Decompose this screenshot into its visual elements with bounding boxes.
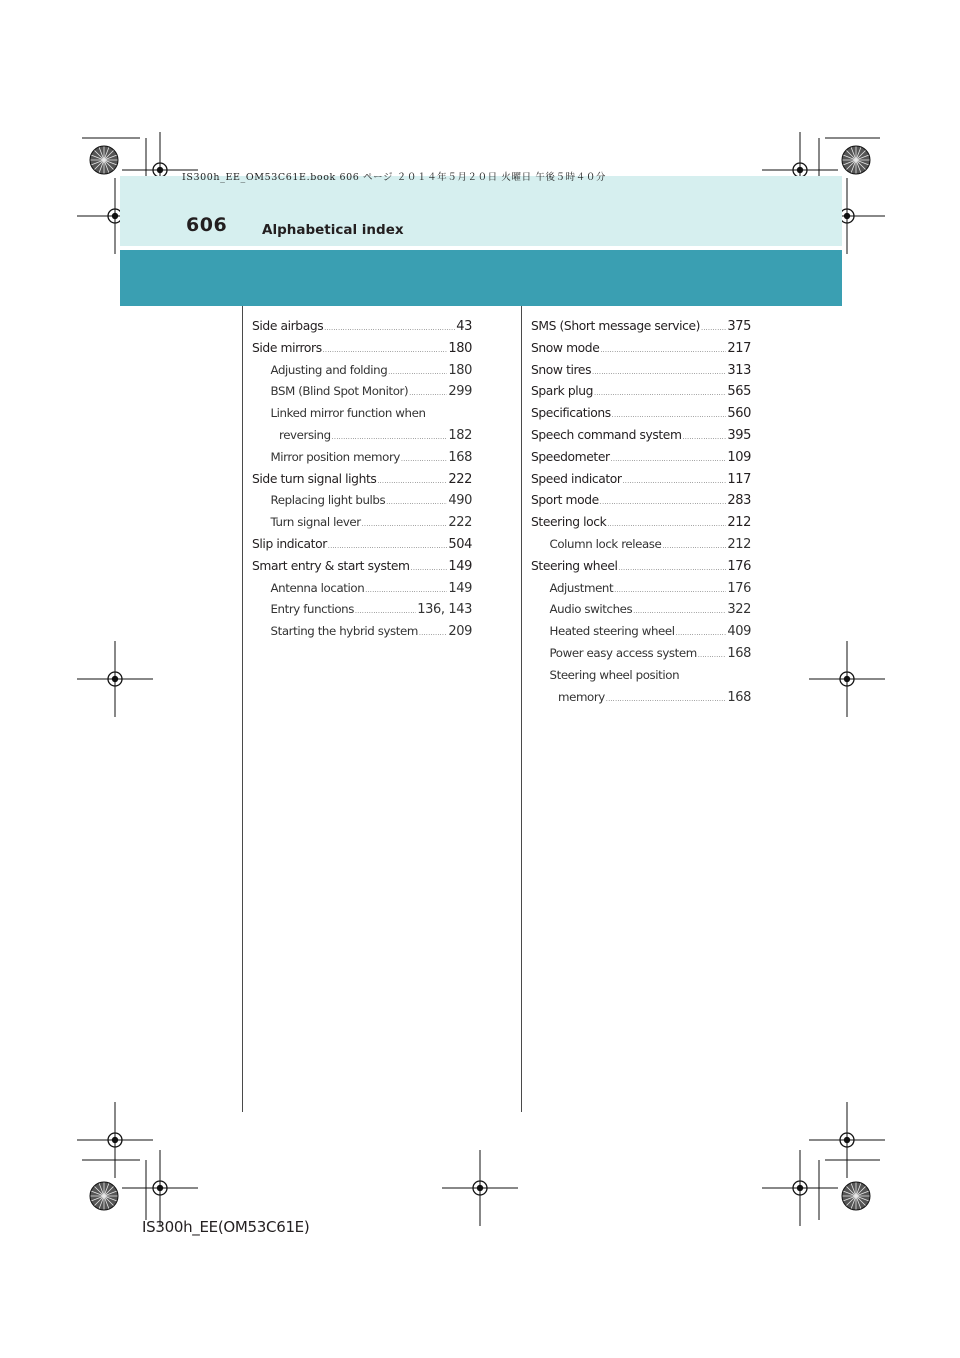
header-color-band (120, 250, 842, 306)
index-entry-label: SMS (Short message service) (531, 319, 701, 333)
index-entry-label: Adjusting and folding (270, 362, 388, 377)
index-column-left (252, 316, 472, 643)
index-entry (252, 512, 472, 534)
dot-leader (365, 580, 447, 602)
index-entry (252, 469, 472, 491)
dot-leader (701, 318, 726, 340)
index-entry (252, 425, 472, 447)
index-entry-page: 322 (727, 602, 751, 618)
dot-leader (619, 558, 727, 580)
index-entry (252, 316, 472, 338)
index-entry-label: reversing (279, 427, 331, 442)
index-entry-label: Slip indicator (252, 536, 327, 551)
dot-leader (606, 689, 726, 711)
index-entry-label: Speed indicator (531, 471, 622, 486)
index-column-right (531, 316, 751, 708)
dot-leader (607, 514, 726, 536)
dot-leader (324, 318, 455, 340)
index-entry-label: Replacing light bulbs (270, 493, 386, 508)
index-entry-label: Snow mode (531, 340, 600, 355)
index-entry-page: 182 (448, 427, 472, 443)
index-entry-page: 212 (727, 536, 751, 552)
index-entry-label: Heated steering wheel (549, 624, 675, 639)
index-entry-page: 560 (727, 406, 751, 422)
index-entry-page: 149 (448, 580, 472, 596)
index-entry (531, 316, 751, 338)
index-entry-page: 504 (448, 536, 472, 552)
index-entry (531, 338, 751, 360)
dot-leader (411, 558, 448, 580)
print-stamp: IS300h_EE_OM53C61E.book 606 ページ ２０１４年５月２０日 火曜日 午後５時４０分 (182, 172, 607, 183)
dot-leader (676, 623, 727, 645)
index-entry-page: 212 (727, 515, 751, 531)
index-entry (531, 687, 751, 709)
index-entry-page: 490 (448, 493, 472, 509)
index-entry-page: 375 (727, 319, 751, 334)
dot-leader (600, 340, 726, 362)
index-entry (531, 665, 751, 687)
index-entry (531, 534, 751, 556)
dot-leader (388, 362, 447, 384)
index-entry-page: 168 (727, 689, 751, 705)
index-entry-label: Linked mirror function when (270, 406, 426, 421)
dot-leader (623, 471, 727, 493)
index-entry (531, 621, 751, 643)
index-entry-page: 217 (727, 340, 751, 356)
index-entry-page: 283 (727, 493, 751, 509)
model-code-footer: IS300h_EE(OM53C61E) (142, 1218, 310, 1236)
index-entry-label: Side mirrors (252, 340, 322, 355)
dot-leader (355, 601, 416, 623)
index-entry-label: Steering wheel position (549, 667, 680, 682)
column-divider-right (521, 306, 522, 1112)
index-entry (531, 578, 751, 600)
index-entry-label: Antenna location (270, 580, 365, 595)
index-entry-page: 209 (448, 624, 472, 640)
index-entry-page: 180 (448, 362, 472, 378)
section-title: Alphabetical index (262, 222, 404, 238)
dot-leader (419, 623, 447, 645)
index-entry (531, 599, 751, 621)
index-entry (531, 556, 751, 578)
index-entry (252, 447, 472, 469)
index-entry-page: 395 (727, 427, 751, 443)
index-entry (252, 556, 472, 578)
index-entry-page: 149 (448, 558, 472, 574)
dot-leader (592, 362, 726, 384)
index-entry-label: BSM (Blind Spot Monitor) (270, 384, 409, 399)
index-entry (252, 403, 472, 425)
index-entry-label: Adjustment (549, 580, 614, 595)
index-entry (531, 360, 751, 382)
dot-leader (698, 645, 727, 667)
dot-leader (332, 427, 448, 449)
dot-leader (612, 405, 727, 427)
dot-leader (633, 601, 726, 623)
index-entry (252, 360, 472, 382)
index-entry-page: 136, 143 (417, 602, 472, 618)
dot-leader (328, 536, 447, 558)
index-entry (252, 621, 472, 643)
index-entry-page: 222 (448, 471, 472, 487)
index-entry-page: 176 (727, 580, 751, 596)
index-entry (531, 643, 751, 665)
index-entry-label: Speedometer (531, 449, 610, 464)
index-entry-label: Snow tires (531, 362, 592, 377)
dot-leader (362, 514, 448, 536)
index-entry-page: 43 (456, 319, 472, 334)
index-entry-label: Speech command system (531, 427, 682, 442)
index-entry-label: Side airbags (252, 319, 324, 333)
dot-leader (600, 492, 727, 514)
index-entry-label: Specifications (531, 406, 611, 421)
index-entry (531, 490, 751, 512)
index-entry-page: 299 (448, 384, 472, 400)
index-entry-label: Column lock release (549, 536, 662, 551)
index-entry-page: 117 (727, 471, 751, 487)
index-entry-label: Mirror position memory (270, 449, 400, 464)
index-entry-label: Steering lock (531, 515, 607, 530)
index-entry (531, 469, 751, 491)
index-entry-label: Steering wheel (531, 558, 618, 573)
index-entry-page: 168 (727, 645, 751, 661)
index-entry-label: Turn signal lever (270, 515, 361, 530)
index-entry-page: 180 (448, 340, 472, 356)
index-entry-page: 109 (727, 449, 751, 465)
index-entry-page: 222 (448, 515, 472, 531)
index-entry (252, 338, 472, 360)
dot-leader (386, 492, 447, 514)
dot-leader (662, 536, 726, 558)
dot-leader (401, 449, 447, 471)
header-light-band (120, 176, 842, 246)
index-entry-page: 409 (727, 624, 751, 640)
index-entry-label: Side turn signal lights (252, 471, 377, 486)
index-entry-page: 168 (448, 449, 472, 465)
index-entry (531, 447, 751, 469)
index-entry (531, 425, 751, 447)
index-entry-label: Spark plug (531, 384, 594, 399)
index-entry-page: 176 (727, 558, 751, 574)
index-entry-label: Audio switches (549, 602, 633, 617)
dot-leader (594, 383, 726, 405)
column-divider-left (242, 306, 243, 1112)
dot-leader (614, 580, 726, 602)
index-entry (531, 403, 751, 425)
dot-leader (683, 427, 727, 449)
index-entry-label: Entry functions (270, 602, 354, 617)
index-entry (252, 534, 472, 556)
index-entry-label: Sport mode (531, 493, 599, 508)
index-entry-label: memory (558, 689, 605, 704)
index-entry-label: Smart entry & start system (252, 558, 410, 573)
dot-leader (409, 383, 447, 405)
index-entry (252, 599, 472, 621)
index-entry (252, 381, 472, 403)
index-entry-page: 565 (727, 384, 751, 400)
dot-leader (323, 340, 448, 362)
index-entry (531, 381, 751, 403)
index-entry (531, 512, 751, 534)
index-entry-label: Starting the hybrid system (270, 624, 418, 639)
page-number: 606 (186, 214, 228, 236)
index-entry (252, 490, 472, 512)
dot-leader (611, 449, 727, 471)
index-entry (252, 578, 472, 600)
index-entry-label: Power easy access system (549, 645, 697, 660)
index-entry-page: 313 (727, 362, 751, 378)
dot-leader (377, 471, 447, 493)
